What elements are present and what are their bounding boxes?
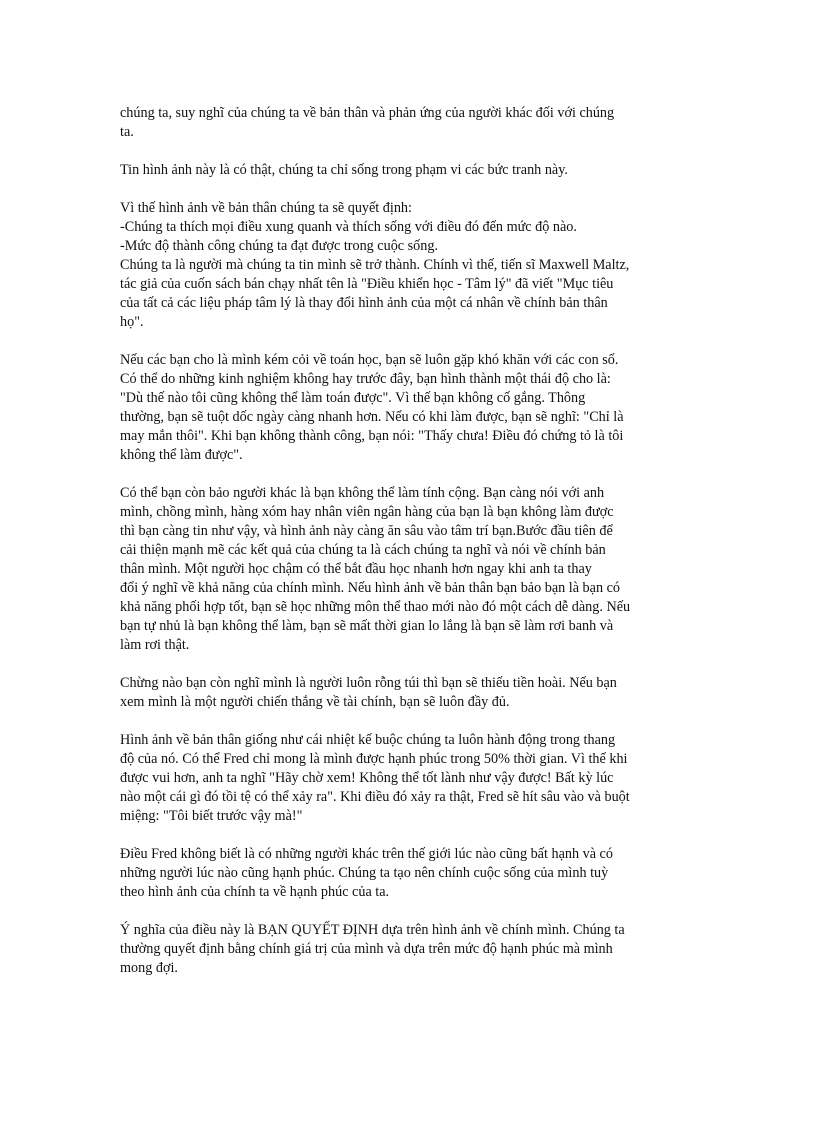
text-line: độ của nó. Có thể Fred chỉ mong là mình được hạnh phúc trong 50% thời gian. Vì thế khi [120, 751, 628, 767]
document-body [120, 104, 700, 997]
text-line: "Dù thế nào tôi cũng không thể làm toán được". Vì thế bạn không cố gắng. Thông [120, 390, 586, 406]
text-line: xem mình là một người chiến thắng về tài chính, bạn sẽ luôn đầy đủ. [120, 694, 510, 710]
text-line: làm rơi thật. [120, 637, 190, 653]
text-line: Có thể bạn còn bảo người khác là bạn không thể làm tính cộng. Bạn càng nói với anh [120, 485, 605, 501]
text-line: mình, chồng mình, hàng xóm hay nhân viên ngân hàng của bạn là bạn không làm được [120, 504, 614, 520]
text-line: bạn tự nhủ là bạn không thể làm, bạn sẽ mất thời gian lo lắng là bạn sẽ làm rơi banh và [120, 618, 614, 634]
paragraph-6 [120, 674, 700, 712]
text-line: khả năng phối hợp tốt, bạn sẽ học những môn thể thao mới nào đó một cách dễ dàng. Nếu [120, 599, 631, 615]
text-line: thì bạn càng tin như vậy, và hình ảnh này càng ăn sâu vào tâm trí bạn.Bước đầu tiên để [120, 523, 613, 539]
text-line: không thể làm được". [120, 447, 243, 463]
paragraph-4 [120, 351, 700, 465]
paragraph-1 [120, 104, 700, 142]
text-line: -Mức độ thành công chúng ta đạt được trong cuộc sống. [120, 238, 438, 254]
text-line: Chừng nào bạn còn nghĩ mình là người luôn rỗng túi thì bạn sẽ thiếu tiền hoài. Nếu bạn [120, 675, 617, 691]
text-line: ta. [120, 124, 134, 140]
text-line: Ý nghĩa của điều này là BẠN QUYẾT ĐỊNH dựa trên hình ảnh về chính mình. Chúng ta [120, 922, 625, 938]
paragraph-3 [120, 199, 700, 332]
text-line: đổi ý nghĩ về khả năng của chính mình. Nếu hình ảnh về bản thân bạn bảo bạn là bạn có [120, 580, 620, 596]
text-line: Có thể do những kinh nghiệm không hay trước đây, bạn hình thành một thái độ cho là: [120, 371, 611, 387]
text-line: của tất cả các liệu pháp tâm lý là thay đổi hình ảnh của một cá nhân về chính bản thân [120, 295, 608, 311]
paragraph-9 [120, 921, 700, 978]
text-line: những người lúc nào cũng hạnh phúc. Chúng ta tạo nên chính cuộc sống của mình tuỳ [120, 865, 609, 881]
text-line: Chúng ta là người mà chúng ta tin mình sẽ trở thành. Chính vì thế, tiến sĩ Maxwell Maltz, [120, 257, 630, 273]
text-line: Vì thế hình ảnh về bản thân chúng ta sẽ quyết định: [120, 200, 412, 216]
text-line: thường quyết định bằng chính giá trị của mình và dựa trên mức độ hạnh phúc mà mình [120, 941, 613, 957]
text-line: tác giả của cuốn sách bán chạy nhất tên là "Điều khiển học - Tâm lý" đã viết "Mục tiêu [120, 276, 614, 292]
text-line: theo hình ảnh của chính ta về hạnh phúc của ta. [120, 884, 390, 900]
text-line: họ". [120, 314, 144, 330]
paragraph-8 [120, 845, 700, 902]
text-line: chúng ta, suy nghĩ của chúng ta về bản thân và phản ứng của người khác đối với chúng [120, 105, 615, 121]
text-line: Hình ảnh về bản thân giống như cái nhiệt kế buộc chúng ta luôn hành động trong thang [120, 732, 616, 748]
text-line: -Chúng ta thích mọi điều xung quanh và thích sống với điều đó đến mức độ nào. [120, 219, 577, 235]
paragraph-2 [120, 161, 700, 180]
text-line: mong đợi. [120, 960, 178, 976]
text-line: thường, bạn sẽ tuột dốc ngày càng nhanh hơn. Nếu có khi làm được, bạn sẽ nghĩ: "Chỉ là [120, 409, 624, 425]
text-line: Tin hình ảnh này là có thật, chúng ta chỉ sống trong phạm vi các bức tranh này. [120, 162, 568, 178]
text-line: Điều Fred không biết là có những người khác trên thế giới lúc nào cũng bất hạnh và có [120, 846, 613, 862]
text-line: nào một cái gì đó tồi tệ có thể xảy ra". Khi điều đó xảy ra thật, Fred sẽ hít sâu vào và buột [120, 789, 630, 805]
text-line: thân mình. Một người học chậm có thể bắt đầu học nhanh hơn ngay khi anh ta thay [120, 561, 592, 577]
text-line: cải thiện mạnh mẽ các kết quả của chúng ta là cách chúng ta nghĩ và nói về chính bản [120, 542, 606, 558]
text-line: được vui hơn, anh ta nghĩ "Hãy chờ xem! Không thể tốt lành như vậy được! Bất kỳ lúc [120, 770, 614, 786]
paragraph-7 [120, 731, 700, 826]
paragraph-5 [120, 484, 700, 655]
text-line: Nếu các bạn cho là mình kém cỏi về toán học, bạn sẽ luôn gặp khó khăn với các con số. [120, 352, 619, 368]
text-line: miệng: "Tôi biết trước vậy mà!" [120, 808, 303, 824]
text-line: may mắn thôi". Khi bạn không thành công, bạn nói: "Thấy chưa! Điều đó chứng tỏ là tôi [120, 428, 624, 444]
